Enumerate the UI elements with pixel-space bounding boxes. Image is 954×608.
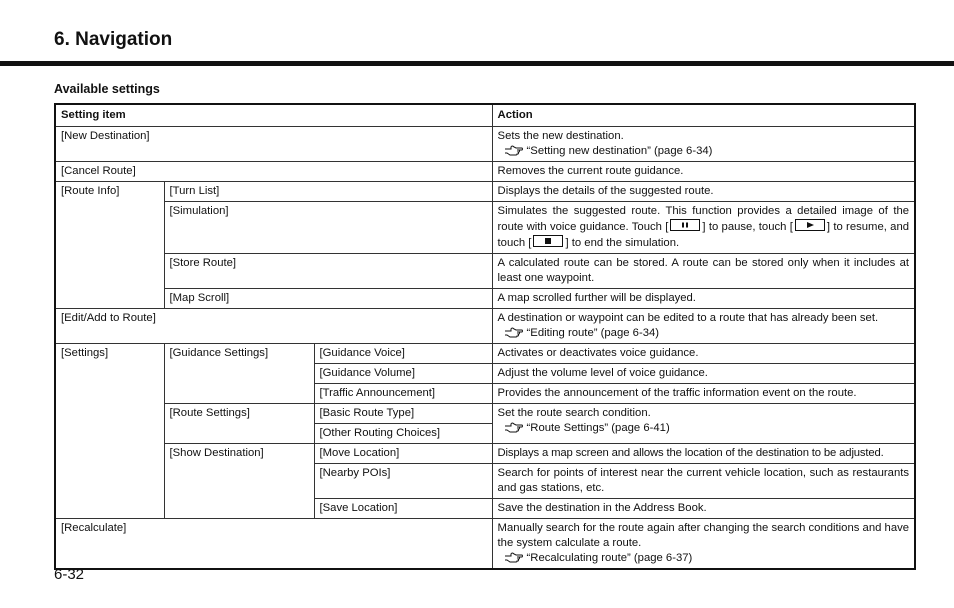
reference-text: “Route Settings” (page 6-41) bbox=[526, 422, 670, 434]
page-number: 6-32 bbox=[54, 566, 85, 583]
table-row bbox=[55, 202, 915, 254]
setting-traffic-announcement: [Traffic Announcement] bbox=[314, 384, 492, 404]
table-row bbox=[55, 444, 915, 464]
action-route-settings bbox=[492, 404, 915, 444]
setting-move-location: [Move Location] bbox=[314, 444, 492, 464]
setting-guidance-voice: [Guidance Voice] bbox=[314, 344, 492, 364]
section-title: Available settings bbox=[54, 82, 160, 96]
action-text: Manually search for the route again after changing the search conditions and have the system calculate a route. bbox=[497, 522, 910, 549]
table-row bbox=[55, 289, 915, 309]
table-header-row bbox=[55, 104, 915, 127]
reference-text: “Recalculating route” (page 6-37) bbox=[526, 552, 693, 564]
table-row bbox=[55, 309, 915, 344]
pointing-hand-icon bbox=[504, 144, 524, 156]
table-row bbox=[55, 519, 915, 570]
play-icon bbox=[795, 219, 825, 231]
action-text: Simulates the suggested route. This function provides a detailed image of the route with voice guidance. Touch [ bbox=[497, 205, 910, 233]
setting-edit-add-route: [Edit/Add to Route] bbox=[55, 309, 492, 344]
pointing-hand-icon bbox=[504, 421, 524, 433]
action-edit-add-route bbox=[492, 309, 915, 344]
setting-route-settings: [Route Settings] bbox=[164, 404, 314, 444]
action-guidance-volume: Adjust the volume level of voice guidance. bbox=[492, 364, 915, 384]
action-recalculate bbox=[492, 519, 915, 570]
cross-reference bbox=[498, 421, 910, 436]
setting-save-location: [Save Location] bbox=[314, 499, 492, 519]
action-text: Sets the new destination. bbox=[497, 130, 624, 142]
action-text: ] to end the simulation. bbox=[565, 237, 680, 249]
table-row bbox=[55, 344, 915, 364]
table-row bbox=[55, 182, 915, 202]
setting-new-destination: [New Destination] bbox=[55, 127, 492, 162]
reference-text: “Setting new destination” (page 6-34) bbox=[526, 145, 713, 157]
action-move-location: Displays a map screen and allows the location of the destination to be adjusted. bbox=[492, 444, 915, 464]
setting-show-destination: [Show Destination] bbox=[164, 444, 314, 519]
action-store-route: A calculated route can be stored. A route can be stored only when it includes at least one waypoint. bbox=[492, 254, 915, 289]
setting-map-scroll: [Map Scroll] bbox=[164, 289, 492, 309]
stop-icon bbox=[533, 235, 563, 247]
table-row bbox=[55, 162, 915, 182]
action-cancel-route: Removes the current route guidance. bbox=[492, 162, 915, 182]
setting-guidance-volume: [Guidance Volume] bbox=[314, 364, 492, 384]
cross-reference bbox=[498, 551, 910, 566]
header-setting-item: Setting item bbox=[55, 104, 492, 127]
action-nearby-pois: Search for points of interest near the current vehicle location, such as restaurants and gas stations, etc. bbox=[492, 464, 915, 499]
action-simulation bbox=[492, 202, 915, 254]
setting-cancel-route: [Cancel Route] bbox=[55, 162, 492, 182]
setting-store-route: [Store Route] bbox=[164, 254, 492, 289]
reference-text: “Editing route” (page 6-34) bbox=[526, 327, 660, 339]
pointing-hand-icon bbox=[504, 551, 524, 563]
setting-route-info: [Route Info] bbox=[55, 182, 164, 309]
action-traffic-announcement: Provides the announcement of the traffic information event on the route. bbox=[492, 384, 915, 404]
table-row bbox=[55, 254, 915, 289]
action-map-scroll: A map scrolled further will be displayed. bbox=[492, 289, 915, 309]
settings-table bbox=[54, 103, 916, 570]
table-row bbox=[55, 404, 915, 424]
action-guidance-voice: Activates or deactivates voice guidance. bbox=[492, 344, 915, 364]
setting-basic-route-type: [Basic Route Type] bbox=[314, 404, 492, 424]
action-text: A destination or waypoint can be edited to a route that has already been set. bbox=[497, 312, 879, 324]
setting-settings: [Settings] bbox=[55, 344, 164, 519]
setting-nearby-pois: [Nearby POIs] bbox=[314, 464, 492, 499]
action-turn-list: Displays the details of the suggested route. bbox=[492, 182, 915, 202]
setting-turn-list: [Turn List] bbox=[164, 182, 492, 202]
action-text: Set the route search condition. bbox=[497, 407, 651, 419]
setting-recalculate: [Recalculate] bbox=[55, 519, 492, 570]
chapter-title: 6. Navigation bbox=[54, 29, 173, 50]
cross-reference bbox=[498, 144, 910, 159]
action-new-destination bbox=[492, 127, 915, 162]
cross-reference bbox=[498, 326, 910, 341]
header-rule bbox=[0, 61, 954, 66]
setting-other-routing-choices: [Other Routing Choices] bbox=[314, 424, 492, 444]
header-action: Action bbox=[492, 104, 915, 127]
action-text: ] to pause, touch [ bbox=[702, 221, 793, 233]
action-save-location: Save the destination in the Address Book. bbox=[492, 499, 915, 519]
action-text: ] to resume, and touch [ bbox=[497, 221, 910, 249]
pause-icon bbox=[670, 219, 700, 231]
setting-simulation: [Simulation] bbox=[164, 202, 492, 254]
setting-guidance-settings: [Guidance Settings] bbox=[164, 344, 314, 404]
table-row bbox=[55, 127, 915, 162]
pointing-hand-icon bbox=[504, 326, 524, 338]
